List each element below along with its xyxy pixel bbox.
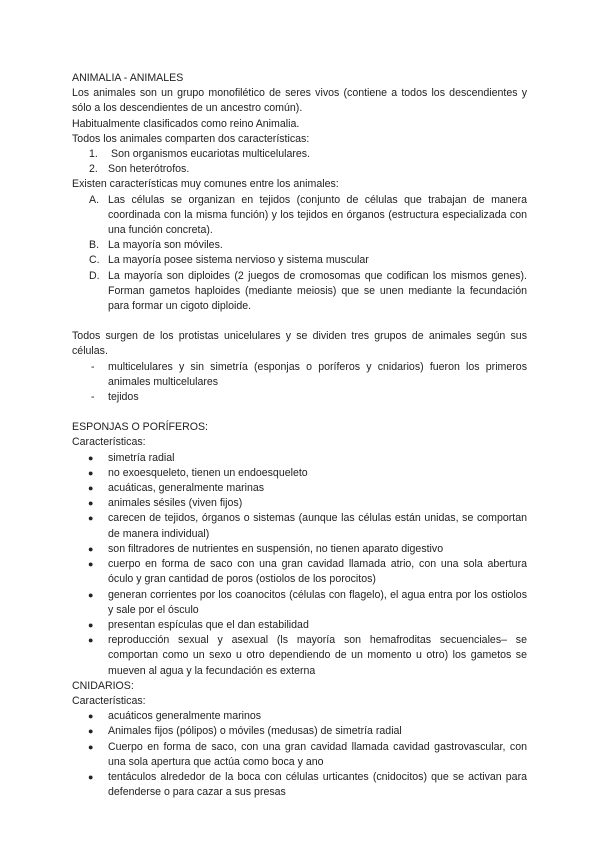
list-item <box>72 633 527 679</box>
list-marker: A. <box>89 193 100 206</box>
list-item-text: acuáticas, generalmente marinas <box>108 482 265 495</box>
list-item <box>72 542 527 557</box>
list-marker: 1. <box>89 148 98 161</box>
list-item-text: animales sésiles (viven fijos) <box>108 497 243 510</box>
list-marker: D. <box>89 269 100 282</box>
bullet-icon: ● <box>88 559 94 570</box>
list-item <box>72 588 527 618</box>
bullet-icon: ● <box>88 452 94 463</box>
sponges-subheading: Características: <box>72 436 146 449</box>
list-item <box>72 253 527 268</box>
sponges-characteristics-list <box>72 451 527 679</box>
list-item <box>72 496 527 511</box>
list-item-text: simetría radial <box>108 451 175 464</box>
list-item <box>72 193 527 239</box>
list-item-text: reproducción sexual y asexual (ls mayoría son hemafroditas secuenciales– se comportan como un sexo u otro dependiendo de un momento u otro) los gametos se mueven al agua y la fecundación es externa <box>108 634 527 677</box>
bullet-icon: ● <box>88 543 94 554</box>
list-item-text: La mayoría son móviles. <box>108 239 223 252</box>
list-item <box>72 724 527 739</box>
document-content <box>72 71 527 800</box>
list-item-text: Animales fijos (pólipos) o móviles (medusas) de simetría radial <box>108 725 402 738</box>
list-marker: - <box>91 391 95 404</box>
list-item <box>72 770 527 800</box>
list-item <box>72 390 527 405</box>
intro-paragraph: Los animales son un grupo monofilético de seres vivos (contiene a todos los descendientes y sólo a los descendientes de un ancestro común). <box>72 87 527 115</box>
bullet-icon: ● <box>88 711 94 722</box>
list-item <box>72 740 527 770</box>
classification-line: Habitualmente clasificados como reino Animalia. <box>72 117 300 130</box>
list-item <box>72 360 527 390</box>
list-item-text: tentáculos alrededor de la boca con células urticantes (cnidocitos) que se activan para defenderse o para cazar a sus presas <box>108 770 527 799</box>
list-item-text: La mayoría son diploides (2 juegos de cromosomas que codifican los mismos genes). Forman gametos haploides (mediante meiosis) que se unen mediante la fecundación para formar un cigoto diploide. <box>108 269 527 313</box>
list-item-text: son filtradores de nutrientes en suspensión, no tienen aparato digestivo <box>108 542 444 555</box>
list-item-text: carecen de tejidos, órganos o sistemas (aunque las células están unidas, se comportan de manera individual) <box>108 512 527 540</box>
list-item-text: Las células se organizan en tejidos (conjunto de células que trabajan de manera coordinada con la misma función) y los tejidos en órganos (estructura especializada con una función concreta). <box>108 193 527 237</box>
bullet-icon: ● <box>88 741 94 752</box>
bullet-icon: ● <box>88 513 94 524</box>
bullet-icon: ● <box>88 619 94 630</box>
shared-heading: Todos los animales comparten dos características: <box>72 132 310 145</box>
list-marker: B. <box>89 239 100 252</box>
list-item <box>72 618 527 633</box>
list-item-text: acuáticos generalmente marinos <box>108 710 262 723</box>
list-item <box>72 511 527 541</box>
cnidarians-characteristics-list <box>72 709 527 800</box>
list-item-text: multicelulares y sin simetría (esponjas o poríferos y cnidarios) fueron los primeros animales multicelulares <box>108 360 527 388</box>
list-item <box>72 557 527 587</box>
list-item-text: Son heterótrofos. <box>108 163 190 176</box>
list-marker: 2. <box>89 163 98 176</box>
bullet-icon: ● <box>88 726 94 737</box>
paragraph-gap <box>72 314 527 329</box>
origin-paragraph: Todos surgen de los protistas unicelulares y se dividen tres grupos de animales según sus células. <box>72 330 527 358</box>
list-item-text: tejidos <box>108 391 139 404</box>
list-item-text: La mayoría posee sistema nervioso y sistema muscular <box>108 254 369 267</box>
list-item <box>72 481 527 496</box>
bullet-icon: ● <box>88 483 94 494</box>
list-item <box>72 162 527 177</box>
sponges-heading: ESPONJAS O PORÍFEROS: <box>72 421 208 434</box>
cnidarians-subheading: Características: <box>72 694 146 707</box>
list-item <box>72 709 527 724</box>
list-item-text: cuerpo en forma de saco con una gran cavidad llamada atrio, con una sola abertura óculo y gran cantidad de poros (ostiolos de los porocitos) <box>108 558 527 586</box>
list-item <box>72 238 527 253</box>
list-item <box>72 451 527 466</box>
origin-groups-list <box>72 360 527 406</box>
list-item-text: presentan espículas que el dan estabilidad <box>108 618 309 631</box>
bullet-icon: ● <box>88 589 94 600</box>
common-heading: Existen características muy comunes entre los animales: <box>72 178 339 191</box>
bullet-icon: ● <box>88 635 94 646</box>
list-item <box>72 147 527 162</box>
common-characteristics-list <box>72 193 527 315</box>
list-marker: C. <box>89 254 100 267</box>
list-item-text: no exoesqueleto, tienen un endoesqueleto <box>108 466 308 479</box>
list-item <box>72 466 527 481</box>
paragraph-gap <box>72 405 527 420</box>
shared-characteristics-list <box>72 147 527 177</box>
list-item-text: Cuerpo en forma de saco, con una gran cavidad llamada cavidad gastrovascular, con una sola apertura que actúa como boca y ano <box>108 740 527 768</box>
doc-title: ANIMALIA - ANIMALES <box>72 72 184 84</box>
bullet-icon: ● <box>88 771 94 782</box>
list-marker: - <box>91 360 95 373</box>
bullet-icon: ● <box>88 467 94 478</box>
list-item-text: Son organismos eucariotas multicelulares. <box>111 148 311 161</box>
list-item <box>72 269 527 315</box>
bullet-icon: ● <box>88 498 94 509</box>
list-item-text: generan corrientes por los coanocitos (células con flagelo), el agua entra por los ostiolos y sale por el ósculo <box>108 588 527 616</box>
cnidarians-heading: CNIDARIOS: <box>72 679 134 692</box>
